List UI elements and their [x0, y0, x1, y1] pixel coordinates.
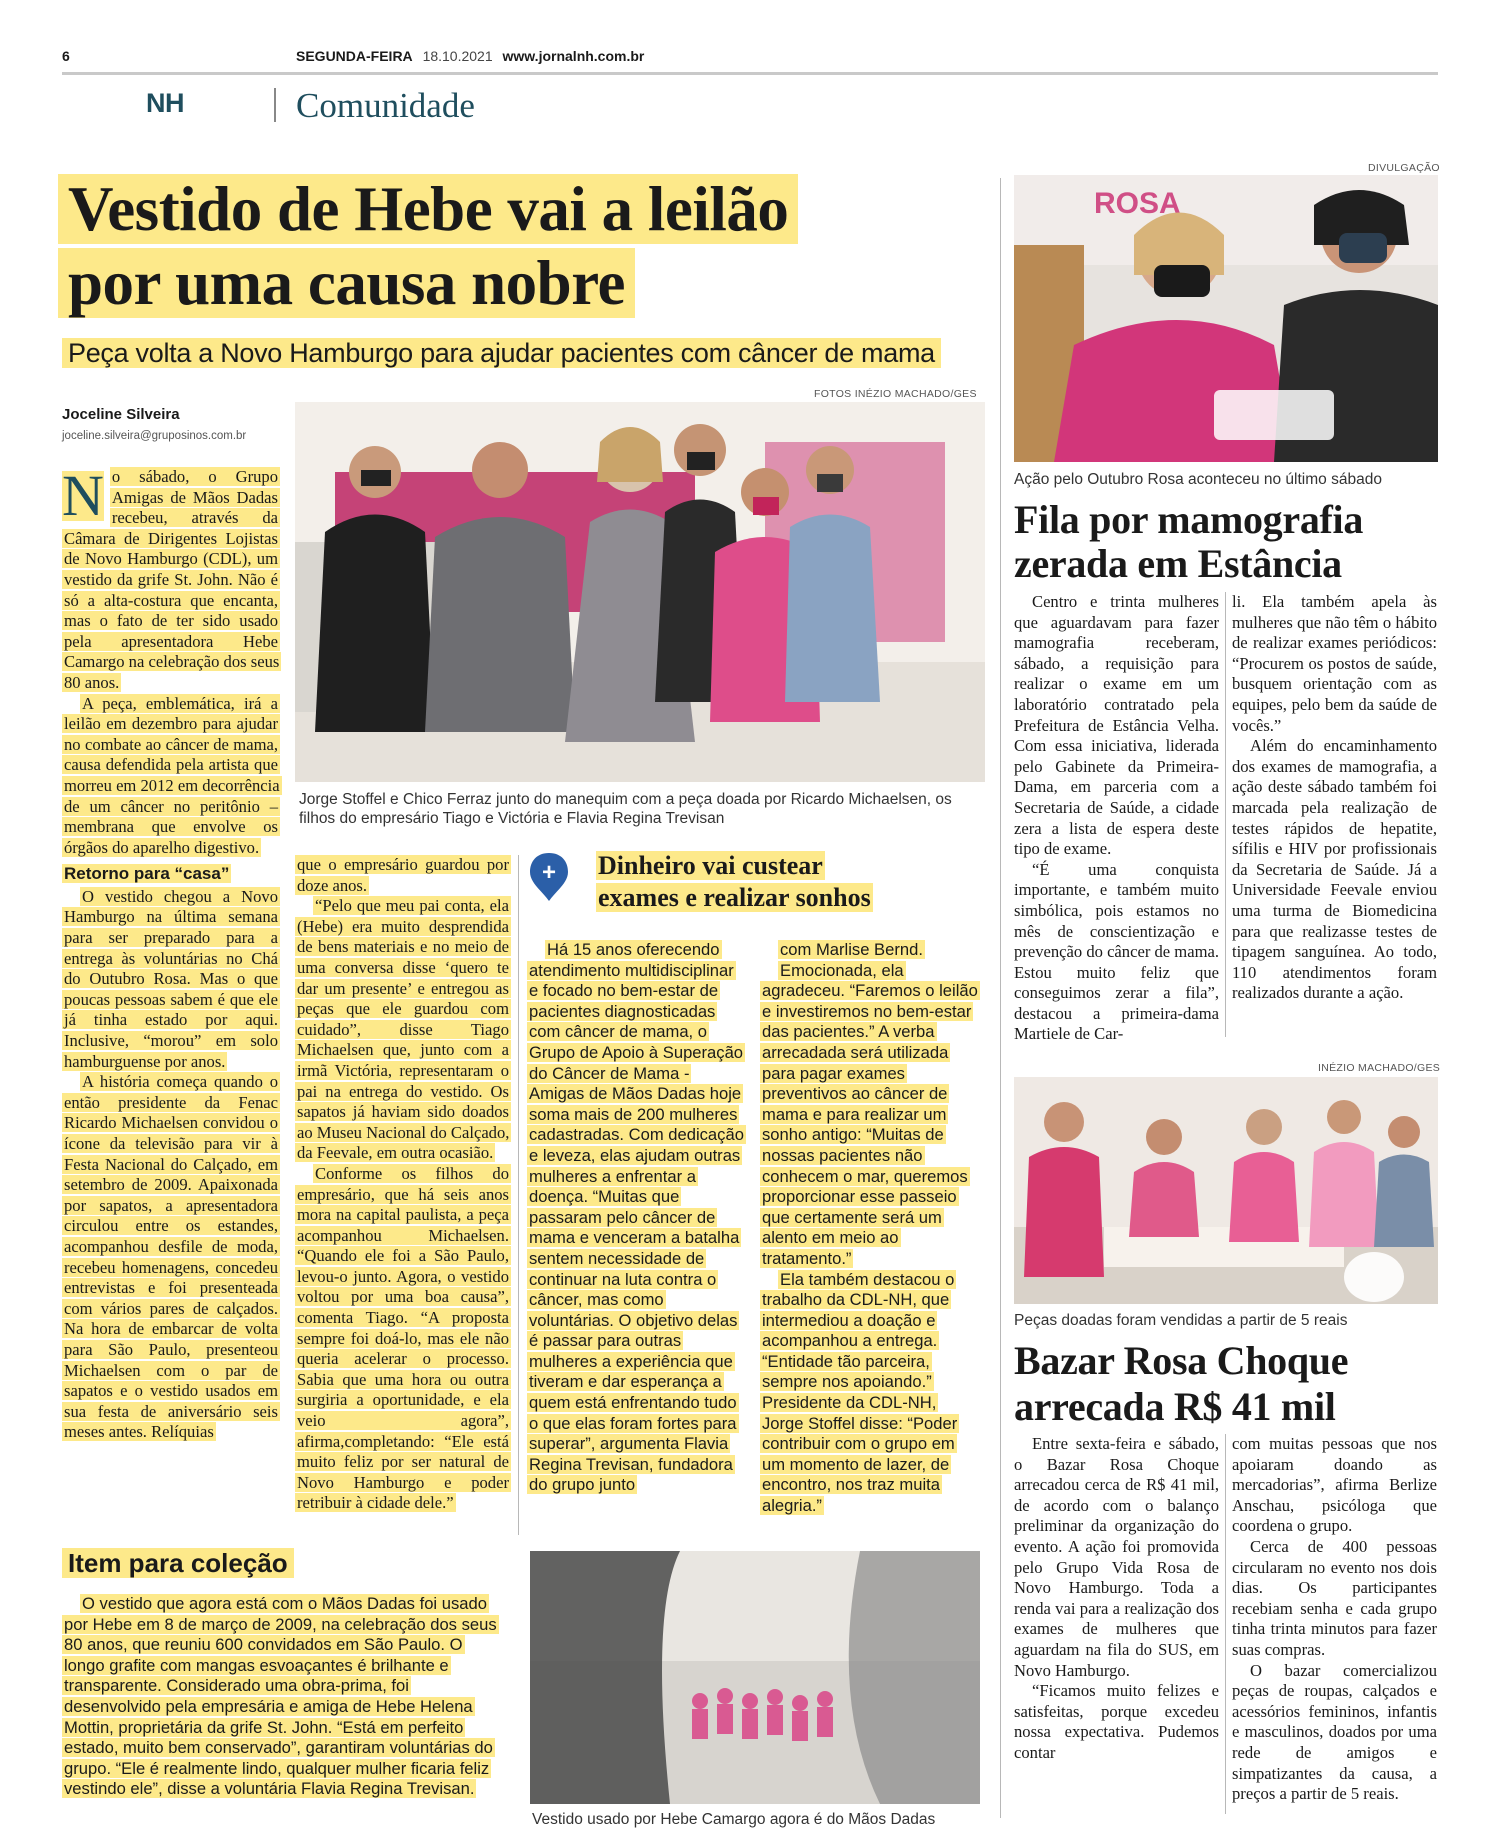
main-article-col2 — [295, 855, 511, 1514]
sidebar-top-credit: DIVULGAÇÃO — [1368, 162, 1440, 174]
sidebar-top-col1: Centro e trinta mulheres que aguardavam para fazer mamografia receberam, sábado, a requisição para realizar o exame em um laboratório contratado pela Prefeitura de Estância Velha. Com essa iniciativa, liderada pelo Gabinete da Primeira-Dama, em parceria com a Secretaria de Saúde, a cidade zera a lista de espera deste tipo de exame. “É uma conquista importante, e também muito simbólica, pois estamos no mês de conscientização e prevenção do câncer de mama. Estou muito feliz que conseguimos zerar a fila”, destacou a primeira-dama Martiele de Car- — [1014, 592, 1219, 1044]
headline-line-2: por uma causa nobre — [58, 248, 635, 318]
sidebar-bottom-credit: INÉZIO MACHADO/GES — [1318, 1062, 1441, 1074]
box-title — [596, 850, 873, 914]
date: 18.10.2021 — [422, 48, 493, 64]
col2-paragraph-3: Conforme os filhos do empresário, que há seis anos mora na capital paulista, a peça acompanhou Michaelsen. “Quando ele foi a São Paulo, levou-o junto. Agora, o vestido voltou por uma boa causa”, comenta Tiago. “A proposta sempre foi doá-lo, mas ele não queria acelerar o processo. Sabia que uma hora ou outra surgiria a oportunidade, e ela veio agora”, afirma,completando: “Ele está muito feliz por ser natural de Novo Hamburgo e poder retribuir à cidade dele.” — [297, 1163, 509, 1513]
plus-icon-glyph: + — [541, 859, 557, 886]
sidebar-top-photo-sign: ROSA — [1094, 187, 1181, 220]
item-text: O vestido que agora está com o Mãos Dadas foi usado por Hebe em 8 de março de 2009, na celebração dos seus 80 anos, que reuniu 600 convidados em São Paulo. O longo grafite com mangas esvoaçantes é brilhante e transparente. Considerado uma obra-prima, foi desenvolvido pela empresária e amiga de Hebe Helena Mottin, proprietária da grife St. John. “Está em perfeito estado, muito bem conservado”, garantiram voluntárias do grupo. “Ele é realmente lindo, qualquer mulher ficaria feliz vestindo ele”, disse a voluntária Flavia Regina Trevisan. — [64, 1594, 497, 1799]
bottom-photo — [530, 1551, 980, 1804]
sidebar-top-col2: li. Ela também apela às mulheres que não têm o hábito de realizar exames periódicos: “Procurem os postos de saúde, busquem orientação com as equipes, pelo bem da saúde de vocês.” Além do encaminhamento dos exames de mamografia, a ação deste sábado também foi marcada pela realização de testes rápidos de hepatite, sífilis e HIV por profissionais da Secretaria de Saúde. Já a Universidade Feevale enviou uma turma de Biomedicina para que realizasse testes de tipagem sanguínea. Ao todo, 110 atendimentos foram realizados durante a ação. — [1232, 592, 1437, 1003]
col2-paragraph-2: “Pelo que meu pai conta, ela (Hebe) era muito desprendida de bens materiais e no meio de uma conversa disse ‘quero te dar um presente’ e entregou as peças que ele guardou com cuidado”, disse Tiago Michaelsen que, junto com a irmã Victória, representaram o pai na entrega do vestido. Os sapatos já haviam sido doados ao Museu Nacional do Calçado, da Feevale, em outra ocasião. — [297, 896, 510, 1163]
box-col2: com Marlise Bernd. Emocionada, ela agradeceu. “Faremos o leilão e investiremos no bem-estar das pacientes.” A verba arrecadada será utilizada para pagar exames preventivos ao câncer de mama e para realizar um sonho antigo: “Muitas de nossas pacientes não conhecem o mar, queremos proporcionar esse passeio que certamente será um alento em meio ao tratamento.” Ela também destacou o trabalho da CDL-NH, que intermediou a doação e acompanhou a entrega. “Entidade tão parceira, sempre nos apoiando.” Presidente da CDL-NH, Jorge Stoffel disse: “Poder contribuir com o grupo em um momento de lazer, de encontro, nos traz muita alegria.” — [762, 940, 978, 1516]
col1-paragraph-4: A história começa quando o então presidente da Fenac Ricardo Michaelsen convidou o ícone da televisão para vir à Festa Nacional do Calçado, em setembro de 2009. Apaixonada por sapatos, a apresentadora circulou entre os estandes, acompanhou desfile de moda, recebeu homenagens, concedeu entrevistas e foi presenteada com vários pares de calçados. Na hora de embarcar de volta para São Paulo, presenteou Michaelsen com o par de sapatos e o vestido usados em sua festa de aniversário seis meses antes. Relíquias — [64, 1072, 278, 1442]
dateline — [296, 48, 644, 64]
box-col1: Há 15 anos oferecendo atendimento multidisciplinar e focado no bem-estar de pacientes diagnosticadas com câncer de mama, o Grupo de Apoio à Superação do Câncer de Mama - Amigas de Mãos Dadas hoje soma mais de 200 mulheres cadastradas. Com dedicação e leveza, elas ajudam outras mulheres a enfrentar a doença. “Muitas que passaram pelo câncer de mama e venceram a batalha sentem necessidade de continuar na luta contra o câncer, mas como voluntárias. O objetivo delas é passar para outras mulheres a experiência que tiveram e dar esperança a quem está enfrentando tudo o que elas foram fortes para superar”, argumenta Flavia Regina Trevisan, fundadora do grupo junto — [529, 940, 744, 1495]
author-email: joceline.silveira@gruposinos.com.br — [62, 430, 247, 442]
sidebar-top-col-rule — [1225, 592, 1226, 1037]
col1-paragraph-2: A peça, emblemática, irá a leilão em dezembro para ajudar no combate ao câncer de mama, causa defendida pela artista que morreu em 2012 em decorrência de um câncer no peritônio – membrana que envolve os órgãos do aparelho digestivo. — [64, 693, 280, 857]
bottom-photo-caption: Vestido usado por Hebe Camargo agora é do Mãos Dadas — [532, 1811, 936, 1828]
weekday: SEGUNDA-FEIRA — [296, 48, 413, 64]
sidebar-top-photo — [1014, 175, 1438, 462]
plus-icon — [530, 853, 568, 901]
website: www.jornalnh.com.br — [502, 48, 645, 64]
main-headline — [58, 172, 958, 320]
col2-paragraph-1: que o empresário guardou por doze anos. — [297, 855, 509, 895]
section-divider — [274, 88, 276, 122]
sidebar-top-caption: Ação pelo Outubro Rosa aconteceu no último sábado — [1014, 471, 1382, 488]
photo-credit-main: FOTOS INÉZIO MACHADO/GES — [814, 388, 977, 400]
subheadline: Peça volta a Novo Hamburgo para ajudar pacientes com câncer de mama — [62, 338, 941, 369]
main-article-col1 — [62, 463, 280, 1443]
sidebar-top-headline-line-1: Fila por mamografia — [1014, 497, 1364, 542]
sidebar-bottom-photo — [1014, 1077, 1438, 1304]
main-photo-caption: Jorge Stoffel e Chico Ferraz junto do manequim com a peça doada por Ricardo Michaelsen, os filhos do empresário Tiago e Victória e Flavia Regina Trevisan — [299, 791, 952, 827]
author-name: Joceline Silveira — [62, 406, 180, 423]
item-title: Item para coleção — [62, 1548, 294, 1579]
box-title-line-1: Dinheiro vai custear — [598, 851, 823, 880]
col-rule-main — [1000, 178, 1001, 1818]
sidebar-bottom-headline — [1014, 1338, 1348, 1430]
section-title: Comunidade — [296, 86, 475, 125]
col-rule-1 — [518, 855, 519, 1535]
sidebar-bottom-caption: Peças doadas foram vendidas a partir de 5 reais — [1014, 1312, 1348, 1329]
sidebar-bottom-headline-line-1: Bazar Rosa Choque — [1014, 1338, 1349, 1383]
box-title-line-2: exames e realizar sonhos — [598, 883, 871, 912]
sidebar-top-headline — [1014, 498, 1363, 586]
nh-logo: NH — [146, 88, 184, 118]
sidebar-bottom-headline-line-2: arrecada R$ 41 mil — [1014, 1384, 1336, 1429]
sidebar-bottom-col1: Entre sexta-feira e sábado, o Bazar Rosa Choque arrecadou cerca de R$ 41 mil, de acordo com o balanço preliminar da organização do evento. A ação foi promovida pelo Grupo Vida Rosa de Novo Hamburgo. Toda a renda vai para a realização dos exames de mulheres que aguardam na fila do SUS, em Novo Hamburgo. “Ficamos muito felizes e satisfeitas, porque excedeu nossa expectativa. Pudemos contar — [1014, 1434, 1219, 1762]
col1-paragraph-1: N o sábado, o Grupo Amigas de Mãos Dadas recebeu, através da Câmara de Dirigentes Lojistas de Novo Hamburgo (CDL), um vestido da grife St. John. Não é só a alta-costura que encanta, mas o fato de ter sido usado pela apresentadora Hebe Camargo na celebração dos seus 80 anos. — [62, 463, 280, 692]
page-number: 6 — [62, 48, 70, 64]
col1-subhead: Retorno para “casa” — [64, 864, 230, 884]
headline-line-1: Vestido de Hebe vai a leilão — [58, 174, 798, 244]
sidebar-bottom-col-rule — [1225, 1434, 1226, 1814]
col1-paragraph-3: O vestido chegou a Novo Hamburgo na última semana para ser preparado para a entrega às voluntárias no Chá do Outubro Rosa. Mas o que poucas pessoas sabem é que ele já tinha estado por aqui. Inclusive, “morou” em solo hamburguense por anos. — [64, 886, 278, 1071]
header-rule — [62, 72, 1438, 75]
sidebar-bottom-col2: com muitas pessoas que nos apoiaram doando as mercadorias”, afirma Berlize Anschau, psicóloga que coordena o grupo. Cerca de 400 pessoas circularam no evento nos dois dias. Os participantes recebiam senha e cada grupo tinha trinta minutos para fazer suas compras. O bazar comercializou peças de roupas, calçados e acessórios femininos, infantis e masculinos, doados por uma rede de amigos e simpatizantes da causa, a preços a partir de 5 reais. — [1232, 1434, 1437, 1804]
sidebar-top-headline-line-2: zerada em Estância — [1014, 541, 1342, 586]
main-photo — [295, 402, 985, 782]
drop-cap: N — [62, 463, 104, 528]
